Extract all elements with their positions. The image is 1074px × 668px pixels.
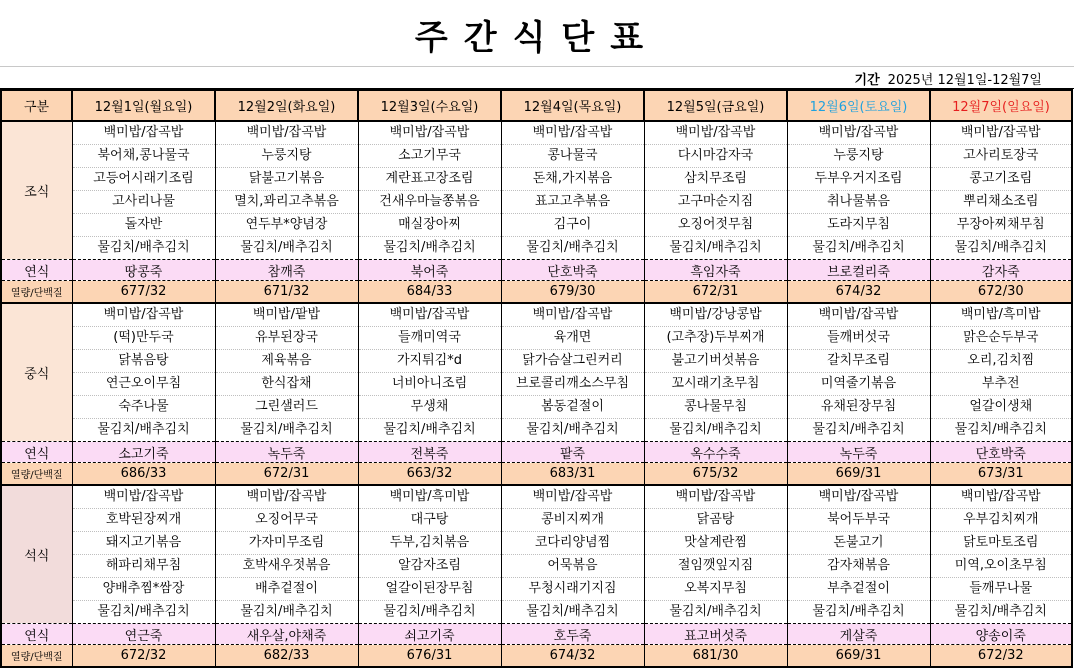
menu-item: 가지튀김*d bbox=[358, 350, 501, 373]
nutrition-label: 열량/단백질 bbox=[1, 463, 72, 486]
lunch-row bbox=[1, 303, 1072, 327]
menu-item: 표고고추볶음 bbox=[501, 191, 644, 214]
meal-label-breakfast: 조식 bbox=[1, 121, 72, 260]
menu-item: 돌자반 bbox=[72, 214, 215, 237]
nutrition-value: 682/33 bbox=[215, 645, 358, 668]
breakfast-row bbox=[1, 145, 1072, 168]
menu-item: 소고기무국 bbox=[358, 145, 501, 168]
nutrition-label: 열량/단백질 bbox=[1, 281, 72, 304]
porridge-item: 참깨죽 bbox=[215, 260, 358, 281]
menu-item: 백미밥/잡곡밥 bbox=[930, 485, 1072, 509]
porridge-item: 흑임자죽 bbox=[644, 260, 787, 281]
menu-item: 뿌리채소조림 bbox=[930, 191, 1072, 214]
menu-item: 콩나물무침 bbox=[644, 396, 787, 419]
nutrition-value: 676/31 bbox=[358, 645, 501, 668]
porridge-label: 연식 bbox=[1, 442, 72, 463]
menu-item: 물김치/배추김치 bbox=[644, 601, 787, 624]
menu-item: 백미밥/잡곡밥 bbox=[72, 303, 215, 327]
menu-item: 오복지무침 bbox=[644, 578, 787, 601]
menu-item: 돈채,가지볶음 bbox=[501, 168, 644, 191]
menu-item: 백미밥/잡곡밥 bbox=[930, 121, 1072, 145]
porridge-item: 쇠고기죽 bbox=[358, 624, 501, 645]
menu-item: 미역,오이초무침 bbox=[930, 555, 1072, 578]
menu-item: 두부,김치볶음 bbox=[358, 532, 501, 555]
menu-item: (고추장)두부찌개 bbox=[644, 327, 787, 350]
day-header-sat: 12월6일(토요일) bbox=[787, 90, 930, 121]
menu-item: 백미밥/강낭콩밥 bbox=[644, 303, 787, 327]
period-row bbox=[0, 66, 1074, 89]
menu-item: 콩고기조림 bbox=[930, 168, 1072, 191]
porridge-item: 표고버섯죽 bbox=[644, 624, 787, 645]
menu-item: 무청시래기지짐 bbox=[501, 578, 644, 601]
day-header-thu: 12월4일(목요일) bbox=[501, 90, 644, 121]
menu-item: 물김치/배추김치 bbox=[215, 237, 358, 260]
lunch-row bbox=[1, 350, 1072, 373]
menu-item: 고사리토장국 bbox=[930, 145, 1072, 168]
nutrition-value: 683/31 bbox=[501, 463, 644, 486]
lunch-row bbox=[1, 327, 1072, 350]
menu-item: 물김치/배추김치 bbox=[930, 419, 1072, 442]
menu-item: 꼬시래기초무침 bbox=[644, 373, 787, 396]
menu-item: 백미밥/팥밥 bbox=[215, 303, 358, 327]
menu-item: 백미밥/잡곡밥 bbox=[501, 121, 644, 145]
menu-item: 맑은순두부국 bbox=[930, 327, 1072, 350]
porridge-row bbox=[1, 624, 1072, 645]
menu-item: 오징어무국 bbox=[215, 509, 358, 532]
meal-label-dinner: 석식 bbox=[1, 485, 72, 624]
menu-item: 닭볶음탕 bbox=[72, 350, 215, 373]
menu-item: 너비아니조림 bbox=[358, 373, 501, 396]
menu-item: 북어채,콩나물국 bbox=[72, 145, 215, 168]
nutrition-row bbox=[1, 645, 1072, 668]
porridge-row bbox=[1, 260, 1072, 281]
menu-item: 물김치/배추김치 bbox=[930, 601, 1072, 624]
porridge-item: 감자죽 bbox=[930, 260, 1072, 281]
menu-item: 다시마감자국 bbox=[644, 145, 787, 168]
porridge-item: 게살죽 bbox=[787, 624, 930, 645]
menu-item: 미역줄기볶음 bbox=[787, 373, 930, 396]
breakfast-row bbox=[1, 121, 1072, 145]
day-header-tue: 12월2일(화요일) bbox=[215, 90, 358, 121]
menu-item: 물김치/배추김치 bbox=[501, 237, 644, 260]
period-value: 2025년 12월1일-12월7일 bbox=[887, 73, 1042, 88]
nutrition-value: 672/31 bbox=[644, 281, 787, 304]
porridge-label: 연식 bbox=[1, 260, 72, 281]
menu-item: 오징어젓무침 bbox=[644, 214, 787, 237]
menu-item: 육개면 bbox=[501, 327, 644, 350]
menu-item: 백미밥/잡곡밥 bbox=[787, 303, 930, 327]
menu-item: 부추전 bbox=[930, 373, 1072, 396]
menu-item: 돈불고기 bbox=[787, 532, 930, 555]
menu-item: 멸치,꽈리고추볶음 bbox=[215, 191, 358, 214]
menu-item: 물김치/배추김치 bbox=[501, 419, 644, 442]
nutrition-value: 672/31 bbox=[215, 463, 358, 486]
menu-item: 콩나물국 bbox=[501, 145, 644, 168]
menu-item: 물김치/배추김치 bbox=[72, 601, 215, 624]
menu-item: 유부된장국 bbox=[215, 327, 358, 350]
menu-table bbox=[0, 89, 1073, 668]
menu-item: 백미밥/흑미밥 bbox=[358, 485, 501, 509]
menu-item: 취나물볶음 bbox=[787, 191, 930, 214]
dinner-row bbox=[1, 509, 1072, 532]
menu-item: 어묵볶음 bbox=[501, 555, 644, 578]
menu-item: 한식잡채 bbox=[215, 373, 358, 396]
menu-item: 배추겉절이 bbox=[215, 578, 358, 601]
nutrition-value: 673/31 bbox=[930, 463, 1072, 486]
porridge-item: 옥수수죽 bbox=[644, 442, 787, 463]
lunch-row bbox=[1, 419, 1072, 442]
menu-item: 그린샐러드 bbox=[215, 396, 358, 419]
lunch-row bbox=[1, 373, 1072, 396]
porridge-item: 소고기죽 bbox=[72, 442, 215, 463]
period-label: 기간 bbox=[854, 73, 880, 88]
porridge-item: 단호박죽 bbox=[501, 260, 644, 281]
title-row bbox=[0, 0, 1074, 67]
header-row bbox=[1, 90, 1072, 121]
day-header-mon: 12월1일(월요일) bbox=[72, 90, 215, 121]
menu-item: 백미밥/잡곡밥 bbox=[787, 121, 930, 145]
menu-item: 물김치/배추김치 bbox=[72, 237, 215, 260]
menu-item: 백미밥/잡곡밥 bbox=[72, 485, 215, 509]
menu-item: 김구이 bbox=[501, 214, 644, 237]
menu-body bbox=[1, 121, 1072, 667]
nutrition-row bbox=[1, 281, 1072, 304]
menu-item: 고등어시래기조림 bbox=[72, 168, 215, 191]
menu-item: 물김치/배추김치 bbox=[72, 419, 215, 442]
menu-item: 매실장아찌 bbox=[358, 214, 501, 237]
menu-item: 물김치/배추김치 bbox=[644, 419, 787, 442]
nutrition-value: 672/32 bbox=[72, 645, 215, 668]
menu-item: 봄동겉절이 bbox=[501, 396, 644, 419]
page-title: 주간식단표 bbox=[414, 18, 660, 58]
menu-item: 호박새우젓볶음 bbox=[215, 555, 358, 578]
nutrition-value: 675/32 bbox=[644, 463, 787, 486]
period-info bbox=[855, 69, 1042, 88]
breakfast-row bbox=[1, 168, 1072, 191]
porridge-label: 연식 bbox=[1, 624, 72, 645]
nutrition-value: 684/33 bbox=[358, 281, 501, 304]
menu-item: 감자채볶음 bbox=[787, 555, 930, 578]
menu-item: 맛살계란찜 bbox=[644, 532, 787, 555]
menu-item: 갈치무조림 bbox=[787, 350, 930, 373]
nutrition-row bbox=[1, 463, 1072, 486]
menu-item: 백미밥/잡곡밥 bbox=[644, 485, 787, 509]
menu-item: 연두부*양념장 bbox=[215, 214, 358, 237]
breakfast-row bbox=[1, 237, 1072, 260]
lunch-row bbox=[1, 396, 1072, 419]
menu-item: 코다리양념찜 bbox=[501, 532, 644, 555]
menu-item: 누룽지탕 bbox=[215, 145, 358, 168]
menu-item: 닭가슴살그린커리 bbox=[501, 350, 644, 373]
menu-item: 백미밥/잡곡밥 bbox=[358, 303, 501, 327]
dinner-row bbox=[1, 485, 1072, 509]
porridge-item: 단호박죽 bbox=[930, 442, 1072, 463]
menu-item: 물김치/배추김치 bbox=[501, 601, 644, 624]
dinner-row bbox=[1, 555, 1072, 578]
menu-item: 닭곰탕 bbox=[644, 509, 787, 532]
meal-label-lunch: 중식 bbox=[1, 303, 72, 442]
menu-item: 물김치/배추김치 bbox=[358, 419, 501, 442]
menu-item: 유채된장무침 bbox=[787, 396, 930, 419]
menu-item: 백미밥/잡곡밥 bbox=[501, 485, 644, 509]
menu-item: 백미밥/잡곡밥 bbox=[644, 121, 787, 145]
menu-item: 물김치/배추김치 bbox=[215, 601, 358, 624]
menu-item: 대구탕 bbox=[358, 509, 501, 532]
menu-item: 부추겉절이 bbox=[787, 578, 930, 601]
nutrition-value: 677/32 bbox=[72, 281, 215, 304]
category-header: 구분 bbox=[1, 90, 72, 121]
menu-item: 물김치/배추김치 bbox=[358, 237, 501, 260]
menu-item: (떡)만두국 bbox=[72, 327, 215, 350]
menu-item: 계란표고장조림 bbox=[358, 168, 501, 191]
nutrition-value: 679/30 bbox=[501, 281, 644, 304]
porridge-item: 전복죽 bbox=[358, 442, 501, 463]
nutrition-value: 686/33 bbox=[72, 463, 215, 486]
menu-item: 콩비지찌개 bbox=[501, 509, 644, 532]
porridge-item: 브로컬리죽 bbox=[787, 260, 930, 281]
porridge-item: 북어죽 bbox=[358, 260, 501, 281]
day-header-fri: 12월5일(금요일) bbox=[644, 90, 787, 121]
menu-item: 물김치/배추김치 bbox=[358, 601, 501, 624]
menu-item: 들깨미역국 bbox=[358, 327, 501, 350]
nutrition-value: 669/31 bbox=[787, 645, 930, 668]
menu-item: 오리,김치찜 bbox=[930, 350, 1072, 373]
porridge-item: 양송이죽 bbox=[930, 624, 1072, 645]
porridge-item: 녹두죽 bbox=[787, 442, 930, 463]
menu-item: 들깨무나물 bbox=[930, 578, 1072, 601]
menu-item: 돼지고기볶음 bbox=[72, 532, 215, 555]
menu-item: 백미밥/잡곡밥 bbox=[501, 303, 644, 327]
menu-item: 백미밥/흑미밥 bbox=[930, 303, 1072, 327]
menu-item: 절임깻잎지짐 bbox=[644, 555, 787, 578]
menu-item: 물김치/배추김치 bbox=[930, 237, 1072, 260]
menu-item: 고사리나물 bbox=[72, 191, 215, 214]
nutrition-value: 674/32 bbox=[787, 281, 930, 304]
menu-item: 무장아찌채무침 bbox=[930, 214, 1072, 237]
menu-item: 삼치무조림 bbox=[644, 168, 787, 191]
menu-item: 건새우마늘쫑볶음 bbox=[358, 191, 501, 214]
menu-item: 제육볶음 bbox=[215, 350, 358, 373]
menu-item: 두부우거지조림 bbox=[787, 168, 930, 191]
menu-item: 들깨버섯국 bbox=[787, 327, 930, 350]
porridge-item: 호두죽 bbox=[501, 624, 644, 645]
menu-item: 양배추찜*쌈장 bbox=[72, 578, 215, 601]
menu-item: 해파리채무침 bbox=[72, 555, 215, 578]
menu-item: 우부김치찌개 bbox=[930, 509, 1072, 532]
porridge-item: 땅콩죽 bbox=[72, 260, 215, 281]
porridge-item: 연근죽 bbox=[72, 624, 215, 645]
breakfast-row bbox=[1, 214, 1072, 237]
menu-item: 백미밥/잡곡밥 bbox=[787, 485, 930, 509]
menu-item: 얼갈이된장무침 bbox=[358, 578, 501, 601]
nutrition-value: 671/32 bbox=[215, 281, 358, 304]
dinner-row bbox=[1, 532, 1072, 555]
nutrition-value: 672/30 bbox=[930, 281, 1072, 304]
dinner-row bbox=[1, 578, 1072, 601]
menu-item: 불고기버섯볶음 bbox=[644, 350, 787, 373]
menu-item: 연근오이무침 bbox=[72, 373, 215, 396]
menu-item: 숙주나물 bbox=[72, 396, 215, 419]
menu-item: 백미밥/잡곡밥 bbox=[358, 121, 501, 145]
menu-item: 물김치/배추김치 bbox=[787, 601, 930, 624]
porridge-item: 새우살,야채죽 bbox=[215, 624, 358, 645]
menu-item: 닭불고기볶음 bbox=[215, 168, 358, 191]
menu-item: 북어두부국 bbox=[787, 509, 930, 532]
porridge-item: 녹두죽 bbox=[215, 442, 358, 463]
menu-item: 브로콜리깨소스무침 bbox=[501, 373, 644, 396]
menu-item: 백미밥/잡곡밥 bbox=[215, 121, 358, 145]
porridge-row bbox=[1, 442, 1072, 463]
dinner-row bbox=[1, 601, 1072, 624]
menu-item: 닭토마토조림 bbox=[930, 532, 1072, 555]
porridge-item: 팥죽 bbox=[501, 442, 644, 463]
nutrition-value: 672/32 bbox=[930, 645, 1072, 668]
menu-item: 호박된장찌개 bbox=[72, 509, 215, 532]
nutrition-label: 열량/단백질 bbox=[1, 645, 72, 668]
menu-item: 무생채 bbox=[358, 396, 501, 419]
breakfast-row bbox=[1, 191, 1072, 214]
nutrition-value: 669/31 bbox=[787, 463, 930, 486]
day-header-wed: 12월3일(수요일) bbox=[358, 90, 501, 121]
menu-item: 얼갈이생채 bbox=[930, 396, 1072, 419]
nutrition-value: 663/32 bbox=[358, 463, 501, 486]
menu-item: 백미밥/잡곡밥 bbox=[72, 121, 215, 145]
nutrition-value: 681/30 bbox=[644, 645, 787, 668]
menu-item: 물김치/배추김치 bbox=[787, 237, 930, 260]
menu-item: 도라지무침 bbox=[787, 214, 930, 237]
menu-item: 가자미무조림 bbox=[215, 532, 358, 555]
nutrition-value: 674/32 bbox=[501, 645, 644, 668]
menu-item: 고구마순지짐 bbox=[644, 191, 787, 214]
menu-item: 물김치/배추김치 bbox=[787, 419, 930, 442]
menu-item: 백미밥/잡곡밥 bbox=[215, 485, 358, 509]
menu-item: 알감자조림 bbox=[358, 555, 501, 578]
menu-item: 물김치/배추김치 bbox=[644, 237, 787, 260]
day-header-sun: 12월7일(일요일) bbox=[930, 90, 1072, 121]
menu-item: 누룽지탕 bbox=[787, 145, 930, 168]
menu-item: 물김치/배추김치 bbox=[215, 419, 358, 442]
